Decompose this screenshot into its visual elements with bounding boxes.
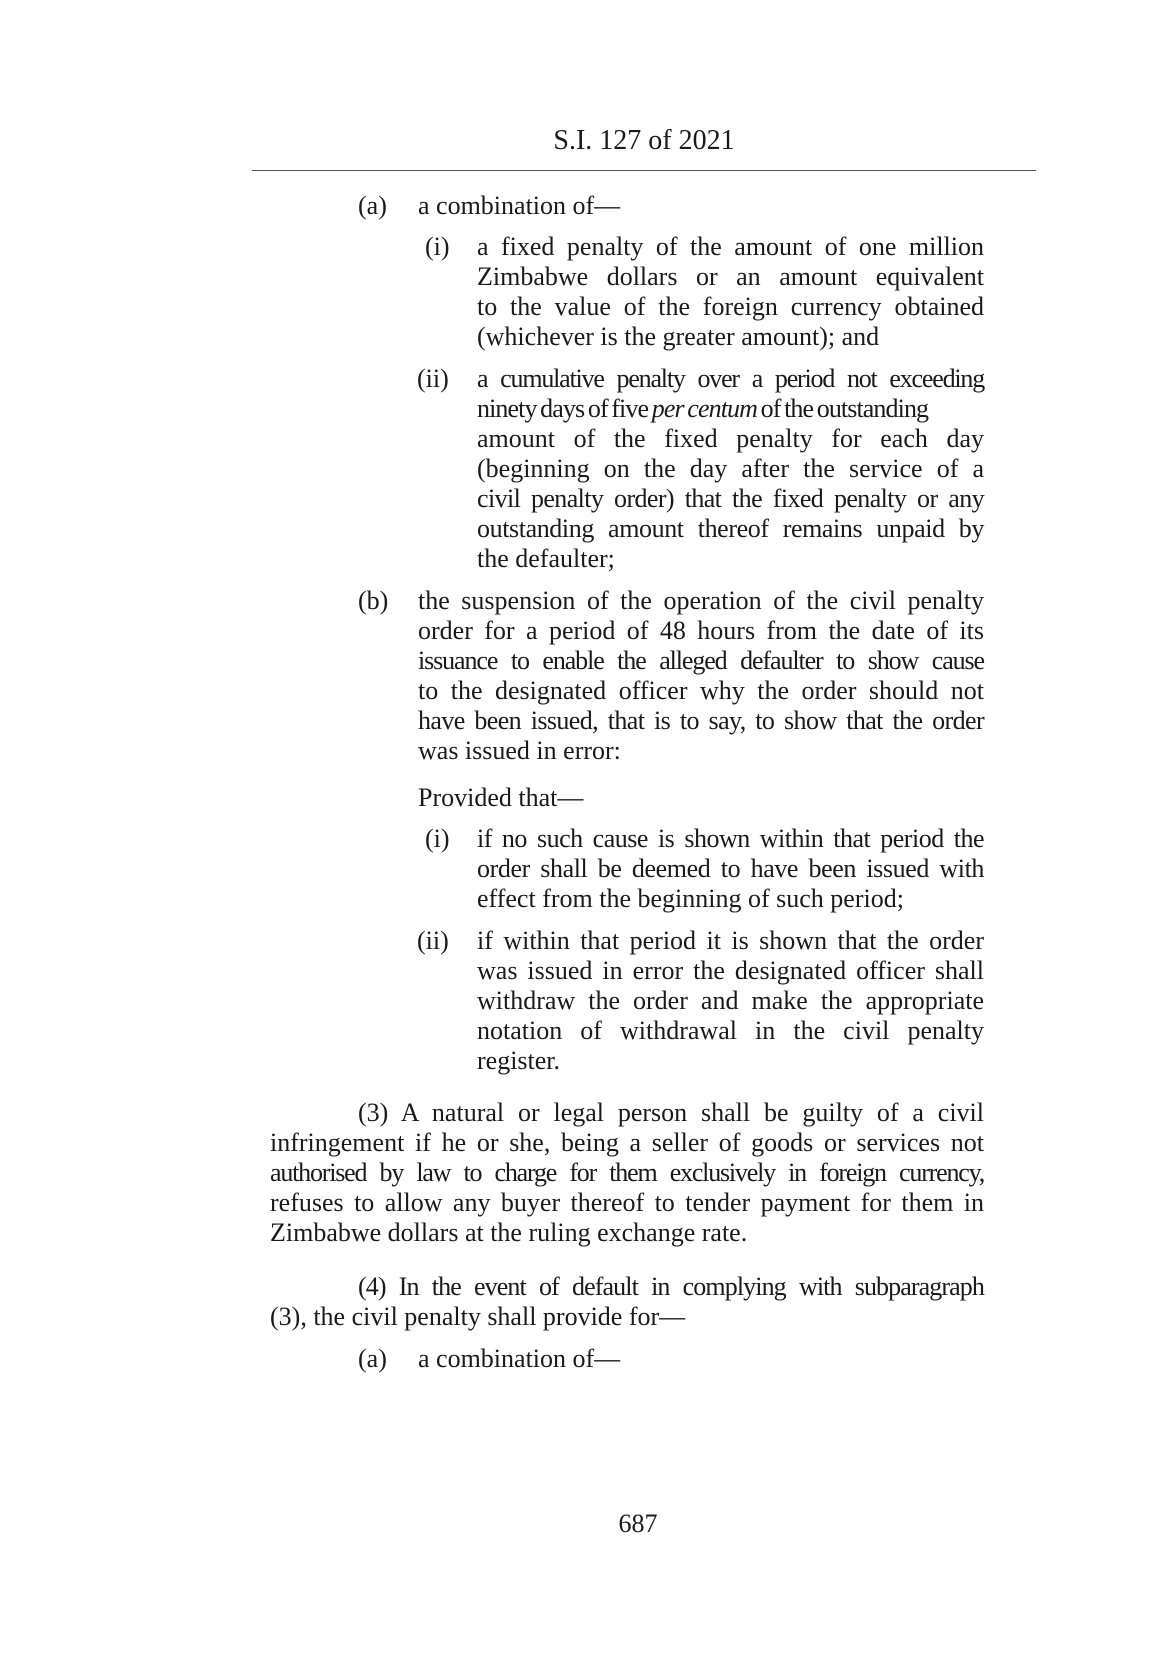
text-line: order for a period of 48 hours from the date of its <box>418 616 984 645</box>
text-line: outstanding amount thereof remains unpaid by <box>477 514 984 543</box>
text-line: Zimbabwe dollars or an amount equivalent <box>477 262 984 291</box>
text-line: was issued in error the designated officer shall <box>477 956 984 985</box>
text-line: a fixed penalty of the amount of one million <box>477 232 984 261</box>
item-label: (ii) <box>417 926 449 955</box>
text-line: (3), the civil penalty shall provide for— <box>270 1302 686 1331</box>
text-line: issuance to enable the alleged defaulter to show cause <box>418 646 984 675</box>
block-a-text: a combination of— <box>418 191 621 220</box>
text-line: effect from the beginning of such period; <box>477 884 904 913</box>
text-line: notation of withdrawal in the civil penalty <box>477 1016 984 1045</box>
text-line: authorised by law to charge for them exclusively in foreign currency, <box>270 1158 984 1187</box>
text-line: a combination of— <box>418 1344 621 1373</box>
text-line: the defaulter; <box>477 544 615 573</box>
text-line: if within that period it is shown that the order <box>477 926 984 955</box>
text-line: (beginning on the day after the service of a <box>477 454 984 483</box>
text-line: have been issued, that is to say, to show that the order <box>418 706 984 735</box>
text-fragment: of the outstanding <box>760 394 929 423</box>
text-line: infringement if he or she, being a seller of goods or services not <box>270 1128 984 1157</box>
text-line: the suspension of the operation of the civil penalty <box>418 586 984 615</box>
item-label: (i) <box>425 232 450 261</box>
latin-term-per-centum: per centum <box>651 394 757 423</box>
item-label: (ii) <box>417 364 449 393</box>
text-line: a cumulative penalty over a period not exceeding <box>477 364 984 393</box>
text-line: (whichever is the greater amount); and <box>477 322 880 351</box>
text-line: civil penalty order) that the fixed penalty or any <box>477 484 984 513</box>
text-line: refuses to allow any buyer thereof to tender payment for them in <box>270 1188 984 1217</box>
text-line: amount of the fixed penalty for each day <box>477 424 984 453</box>
header-divider <box>252 170 1036 171</box>
item-label: (i) <box>425 824 450 853</box>
page-number: 687 <box>618 1509 658 1538</box>
text-line: register. <box>477 1046 561 1075</box>
page-header-title: S.I. 127 of 2021 <box>553 125 735 156</box>
text-line: was issued in error: <box>418 736 621 765</box>
text-fragment: ninety days of five <box>477 394 649 423</box>
block-b-label: (b) <box>358 586 389 615</box>
text-line: withdraw the order and make the appropriate <box>477 986 984 1015</box>
text-line: order shall be deemed to have been issued with <box>477 854 984 883</box>
text-line-mixed <box>477 393 984 425</box>
item-label: (a) <box>358 1344 387 1373</box>
text-line: to the value of the foreign currency obtained <box>477 292 984 321</box>
proviso-heading: Provided that— <box>418 783 584 812</box>
text-line: (3) A natural or legal person shall be guilty of a civil <box>358 1098 984 1127</box>
text-line: if no such cause is shown within that period the <box>477 824 984 853</box>
text-line: to the designated officer why the order should not <box>418 676 984 705</box>
block-a-label: (a) <box>358 191 387 220</box>
text-line: (4) In the event of default in complying with subparagraph <box>358 1272 984 1301</box>
text-line: Zimbabwe dollars at the ruling exchange rate. <box>270 1218 748 1247</box>
